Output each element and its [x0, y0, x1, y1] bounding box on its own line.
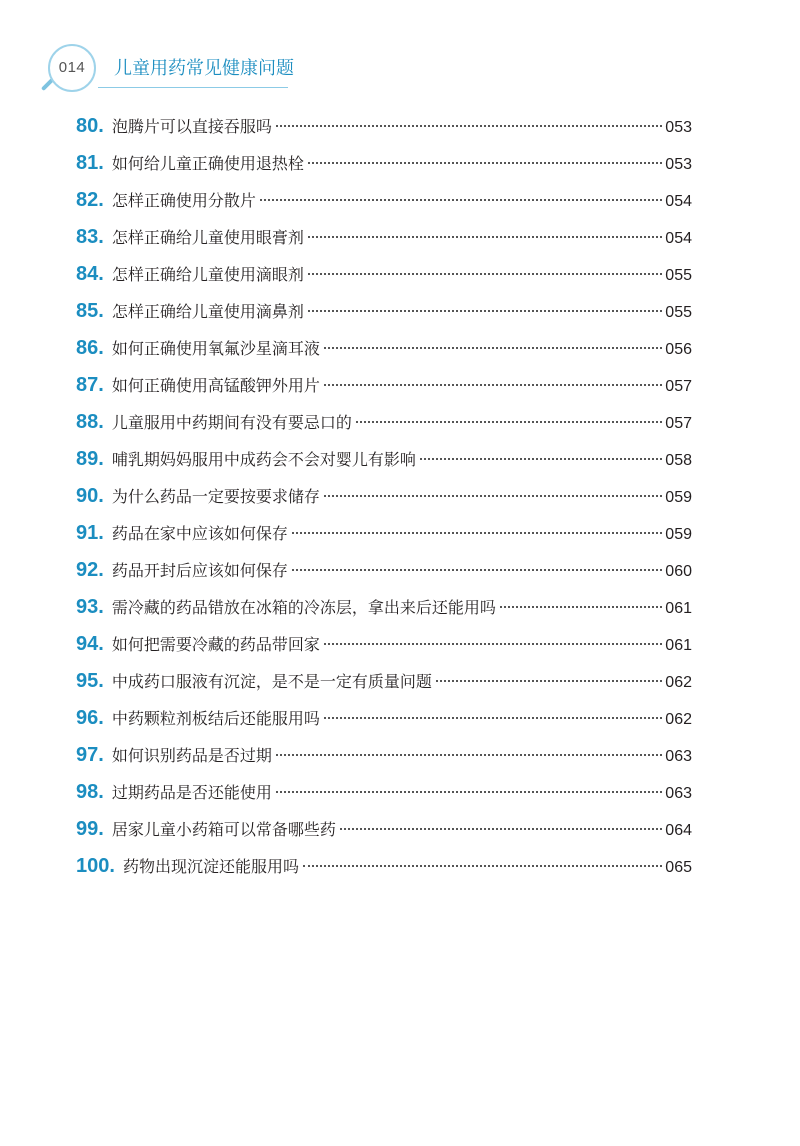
toc-entry[interactable]: [76, 663, 692, 700]
toc-entry-page: 054: [665, 193, 692, 210]
toc-entry[interactable]: [76, 441, 692, 478]
toc-entry-title: 如何正确使用氧氟沙星滴耳液: [111, 339, 320, 358]
toc-entry-title: 如何正确使用高锰酸钾外用片: [111, 376, 320, 395]
toc-entry-page: 063: [665, 785, 692, 802]
toc-entry-title: 哺乳期妈妈服用中成药会不会对婴儿有影响: [111, 450, 416, 469]
toc-entry-title: 泡腾片可以直接吞服吗: [111, 117, 272, 136]
toc-entry-number: 97.: [76, 744, 104, 766]
dot-leader: [303, 865, 662, 867]
toc-entry-page: 057: [665, 378, 692, 395]
toc-entry-number: 82.: [76, 189, 104, 211]
toc-entry-number: 92.: [76, 559, 104, 581]
toc-entry-page: 059: [665, 526, 692, 543]
toc-entry-title: 药品在家中应该如何保存: [111, 524, 288, 543]
dot-leader: [308, 273, 662, 275]
toc-entry-number: 84.: [76, 263, 104, 285]
toc-entry-page: 053: [665, 156, 692, 173]
page-number: 014: [58, 59, 86, 76]
toc-entry-number: 96.: [76, 707, 104, 729]
toc-entry-page: 054: [665, 230, 692, 247]
toc-entry[interactable]: [76, 737, 692, 774]
page-header: [0, 0, 800, 100]
toc-entry[interactable]: [76, 774, 692, 811]
toc-entry[interactable]: [76, 848, 692, 885]
dot-leader: [308, 162, 662, 164]
toc-entry-title: 如何给儿童正确使用退热栓: [111, 154, 304, 173]
toc-entry-title: 怎样正确给儿童使用眼膏剂: [111, 228, 304, 247]
toc-entry-title: 儿童服用中药期间有没有要忌口的: [111, 413, 352, 432]
dot-leader: [324, 643, 662, 645]
toc-entry[interactable]: [76, 108, 692, 145]
toc-entry[interactable]: [76, 219, 692, 256]
toc-entry[interactable]: [76, 626, 692, 663]
toc-entry-page: 055: [665, 267, 692, 284]
toc-entry-title: 中成药口服液有沉淀，是不是一定有质量问题: [111, 672, 432, 691]
toc-entry-title: 需冷藏的药品错放在冰箱的冷冻层，拿出来后还能用吗: [111, 598, 496, 617]
toc-entry[interactable]: [76, 811, 692, 848]
toc-entry[interactable]: [76, 256, 692, 293]
toc-entry-number: 80.: [76, 115, 104, 137]
title-underline: [98, 87, 288, 88]
toc-entry-number: 94.: [76, 633, 104, 655]
toc-entry[interactable]: [76, 330, 692, 367]
toc-entry-page: 055: [665, 304, 692, 321]
toc-entry-page: 062: [665, 711, 692, 728]
toc-entry[interactable]: [76, 404, 692, 441]
dot-leader: [340, 828, 662, 830]
toc-entry-page: 061: [665, 637, 692, 654]
magnifier-icon: [48, 44, 96, 92]
dot-leader: [500, 606, 662, 608]
dot-leader: [420, 458, 662, 460]
toc-entry-title: 怎样正确给儿童使用滴眼剂: [111, 265, 304, 284]
toc-entry[interactable]: [76, 589, 692, 626]
toc-entry-number: 88.: [76, 411, 104, 433]
toc-entry[interactable]: [76, 367, 692, 404]
toc-entry[interactable]: [76, 700, 692, 737]
dot-leader: [276, 754, 662, 756]
dot-leader: [308, 236, 662, 238]
toc-entry-title: 居家儿童小药箱可以常备哪些药: [111, 820, 336, 839]
table-of-contents: [76, 108, 692, 885]
dot-leader: [292, 569, 662, 571]
toc-entry-page: 064: [665, 822, 692, 839]
toc-entry-number: 81.: [76, 152, 104, 174]
toc-entry-number: 95.: [76, 670, 104, 692]
toc-entry-number: 83.: [76, 226, 104, 248]
toc-entry-title: 过期药品是否还能使用: [111, 783, 272, 802]
book-title: 儿童用药常见健康问题: [114, 58, 294, 79]
toc-entry-page: 058: [665, 452, 692, 469]
toc-entry-page: 053: [665, 119, 692, 136]
dot-leader: [308, 310, 662, 312]
toc-entry[interactable]: [76, 145, 692, 182]
toc-entry-number: 91.: [76, 522, 104, 544]
toc-entry[interactable]: [76, 182, 692, 219]
toc-entry-title: 中药颗粒剂板结后还能服用吗: [111, 709, 320, 728]
dot-leader: [356, 421, 662, 423]
toc-entry-page: 063: [665, 748, 692, 765]
toc-entry-number: 87.: [76, 374, 104, 396]
toc-entry-title: 药品开封后应该如何保存: [111, 561, 288, 580]
toc-entry-number: 86.: [76, 337, 104, 359]
toc-entry-number: 93.: [76, 596, 104, 618]
toc-entry[interactable]: [76, 293, 692, 330]
toc-entry-title: 怎样正确使用分散片: [111, 191, 256, 210]
toc-entry-title: 怎样正确给儿童使用滴鼻剂: [111, 302, 304, 321]
toc-entry-number: 89.: [76, 448, 104, 470]
dot-leader: [324, 717, 662, 719]
toc-entry-page: 060: [665, 563, 692, 580]
toc-entry-title: 为什么药品一定要按要求储存: [111, 487, 320, 506]
dot-leader: [292, 532, 662, 534]
toc-entry[interactable]: [76, 552, 692, 589]
dot-leader: [436, 680, 662, 682]
toc-entry[interactable]: [76, 478, 692, 515]
toc-entry-page: 056: [665, 341, 692, 358]
dot-leader: [324, 347, 662, 349]
toc-entry-page: 059: [665, 489, 692, 506]
dot-leader: [324, 384, 662, 386]
toc-entry-number: 100.: [76, 855, 115, 877]
toc-entry-page: 057: [665, 415, 692, 432]
dot-leader: [276, 791, 662, 793]
toc-entry-title: 药物出现沉淀还能服用吗: [122, 857, 299, 876]
toc-entry-page: 065: [665, 859, 692, 876]
toc-entry-page: 062: [665, 674, 692, 691]
dot-leader: [276, 125, 662, 127]
toc-entry-number: 90.: [76, 485, 104, 507]
dot-leader: [260, 199, 662, 201]
toc-entry[interactable]: [76, 515, 692, 552]
toc-entry-title: 如何识别药品是否过期: [111, 746, 272, 765]
toc-entry-number: 99.: [76, 818, 104, 840]
toc-entry-title: 如何把需要冷藏的药品带回家: [111, 635, 320, 654]
toc-entry-number: 98.: [76, 781, 104, 803]
dot-leader: [324, 495, 662, 497]
toc-entry-page: 061: [665, 600, 692, 617]
toc-entry-number: 85.: [76, 300, 104, 322]
